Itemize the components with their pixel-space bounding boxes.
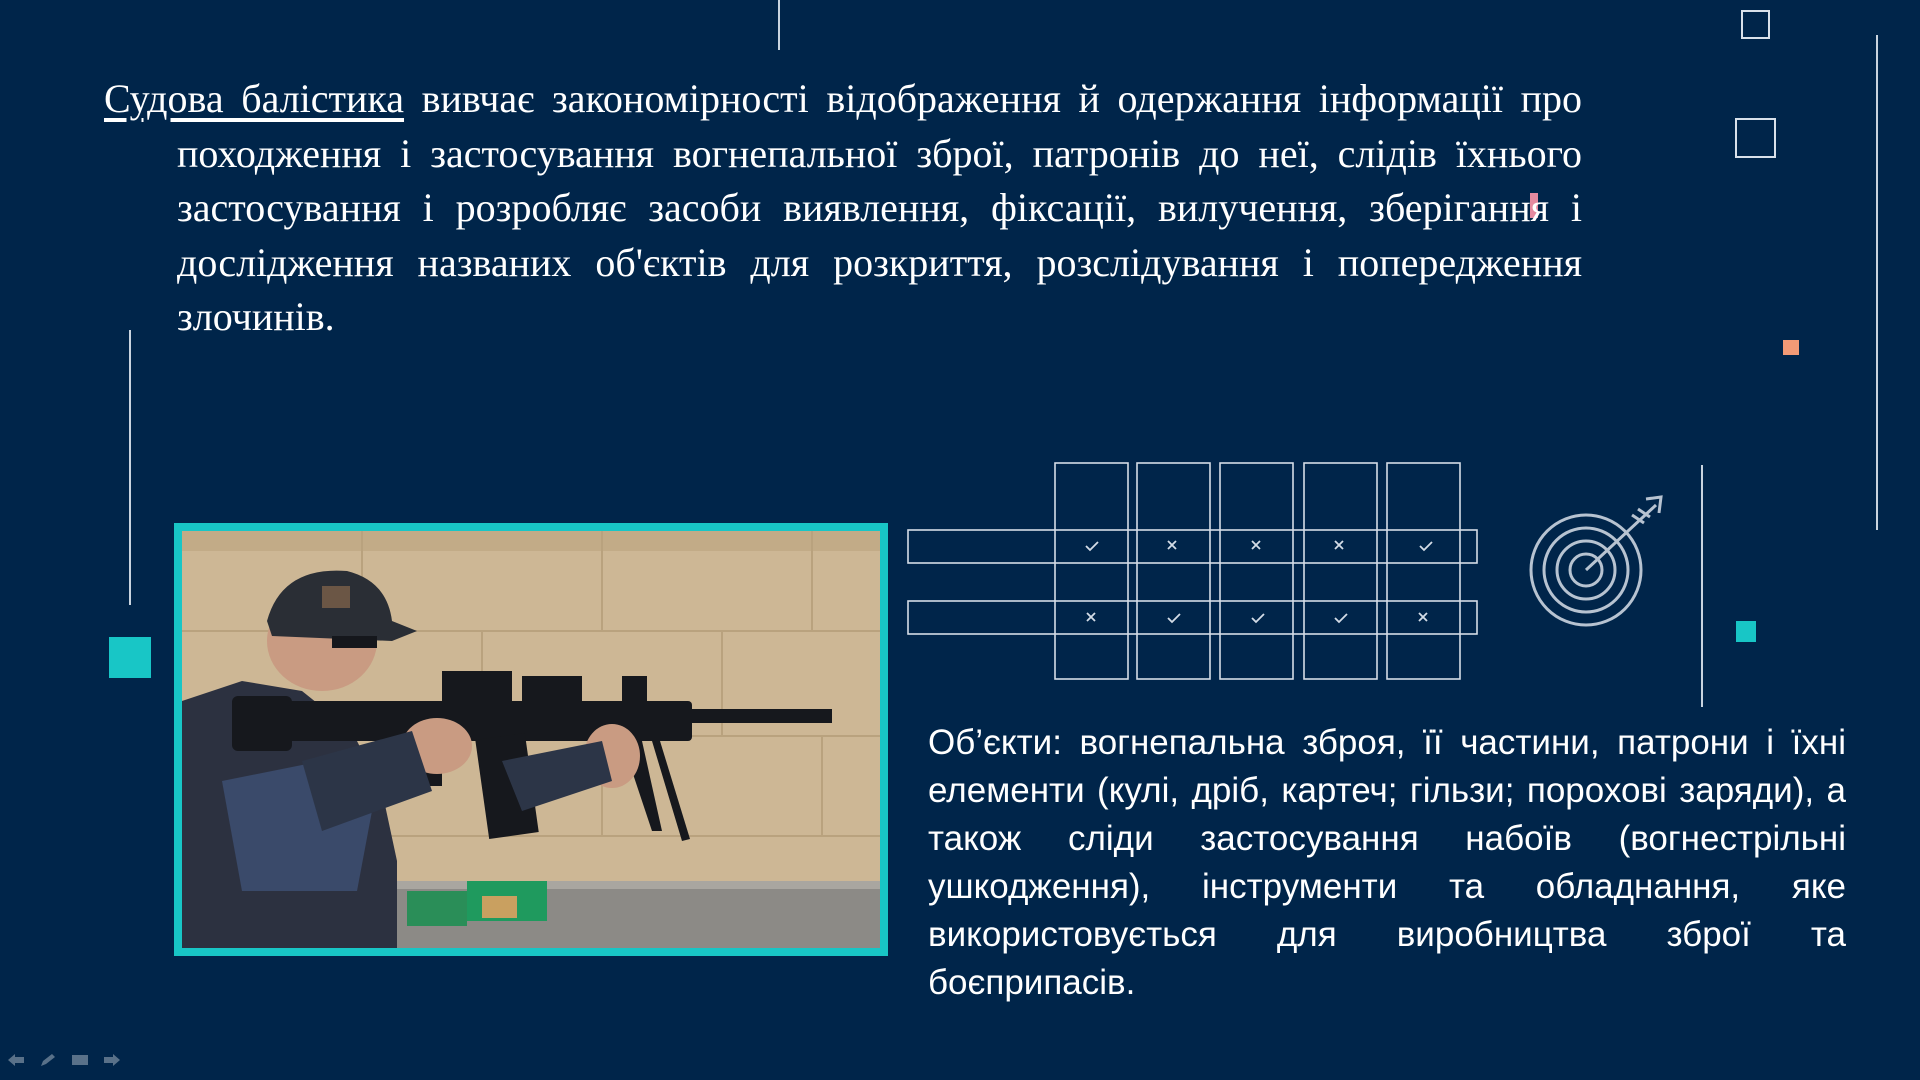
intro-term: Судова балістика [104,76,405,121]
intro-paragraph [104,72,1582,345]
target-arrow-icon [1526,495,1671,630]
pen-icon[interactable] [38,1052,58,1068]
cross-icon [1168,541,1176,549]
objects-paragraph: Об’єкти: вогнепальна зброя, її частини, патрони і їхні елементи (кулі, дріб, картеч; гільзи; порохові заряди), а також сліди застосування набоїв (вогнестрільні ушкодження), інструменти та обладнання, яке використовується для виробництва зброї та боєприпасів. [928,723,1846,1002]
checklist-graphic [906,462,1478,680]
decor-square-orange [1783,340,1799,355]
decor-square-teal-large [109,637,151,678]
person-aiming-rifle-photo [182,531,880,948]
previous-icon[interactable] [6,1052,26,1068]
cross-icon [1335,541,1343,549]
next-icon[interactable] [102,1052,122,1068]
cross-icon [1087,613,1095,621]
menu-icon[interactable] [70,1052,90,1068]
decor-square-outline-large [1735,118,1776,158]
check-icon [1252,614,1264,622]
check-icon [1335,614,1347,622]
photo-frame [174,523,888,956]
cross-icon [1252,541,1260,549]
check-icon [1168,614,1180,622]
decor-square-teal-small [1736,621,1756,642]
decor-line-right-top [1876,35,1878,530]
decor-line-right-mid [1701,465,1703,707]
decor-line-left [129,330,131,605]
cross-icon [1419,613,1427,621]
decor-line-top [778,0,780,50]
slideshow-toolbar [6,1052,122,1068]
check-icon [1420,542,1432,550]
intro-text: вивчає закономірності відображення й одержання інформації про походження і застосування вогнепальної зброї, патронів до неї, слідів їхнього застосування і розробляє засоби виявлення, фіксації, вилучення, зберігання і дослідження названих об'єктів для розкриття, розслідування і попередження злочинів. [177,76,1582,339]
check-icon [1086,542,1098,550]
decor-square-outline-small [1741,10,1770,39]
